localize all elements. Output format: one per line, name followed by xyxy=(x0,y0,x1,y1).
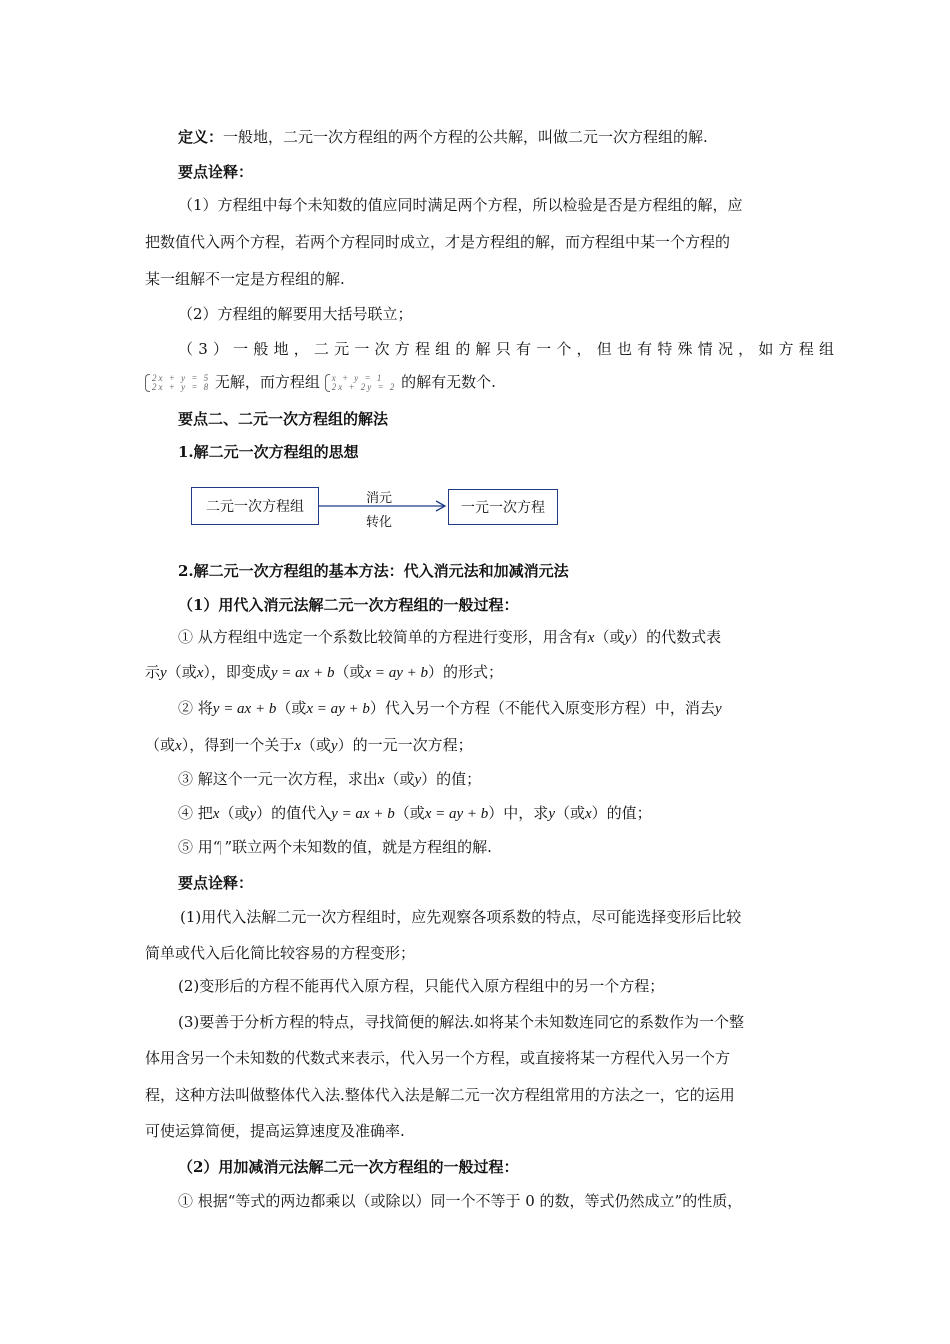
note-2: （2）方程组的解要用大括号联立； xyxy=(178,305,413,323)
step-5 xyxy=(178,837,492,857)
flow-label-top: 消元 xyxy=(366,491,393,506)
step-4-text-b: （或 xyxy=(219,804,250,822)
equation-system-2-row-1: x + y = 1 xyxy=(331,373,384,383)
notes-2-p3-line-3: 程，这种方法叫做整体代入法.整体代入法是解二元一次方程组常用的方法之一，它的运用 xyxy=(145,1086,735,1104)
notes-2-p2: (2)变形后的方程不能再代入原方程，只能代入原方程组中的另一个方程； xyxy=(178,977,665,995)
note-1-line-1: （1）方程组中每个未知数的值应同时满足两个方程，所以检验是否是方程组的解，应 xyxy=(178,196,743,214)
equation-system-1-row-1: 2x + y = 5 xyxy=(152,373,211,383)
flow-label-bottom: 转化 xyxy=(366,515,393,530)
var-x: x xyxy=(587,630,595,646)
notes-2-heading: 要点诠释： xyxy=(178,874,254,892)
var-x: x xyxy=(585,806,592,822)
step-1-text-b: （或 xyxy=(594,628,625,646)
step-3-text-a: ③ 解这个一元一次方程，求出 xyxy=(178,770,378,788)
step-4-text-e: ）中，求 xyxy=(488,804,549,822)
definition-line xyxy=(178,127,708,147)
equation-y: y = ax + b xyxy=(270,665,335,681)
notes-heading: 要点诠释： xyxy=(178,163,254,181)
section-2-heading: 要点二、二元一次方程组的解法 xyxy=(178,410,389,428)
step-2-text-e: ），得到一个关于 xyxy=(181,736,295,754)
notes-2-p3-line-1: (3)要善于分析方程的特点，寻找简便的解法.如将某个未知数连同它的系数作为一个整 xyxy=(178,1013,745,1031)
var-y: y xyxy=(548,806,555,822)
var-y: y xyxy=(330,738,338,754)
step-1-text-a: ① 从方程组中选定一个系数比较简单的方程进行变形，用含有 xyxy=(178,628,588,646)
var-x: x xyxy=(196,665,204,681)
step-2-text-d: （或 xyxy=(145,736,176,754)
var-x: x xyxy=(175,738,182,754)
notes-2-p3-line-2: 体用含另一个未知数的代数式来表示，代入另一个方程，或直接将某一方程代入另一个方 xyxy=(145,1049,731,1067)
equation-y: y = ax + b xyxy=(331,806,395,822)
section-2-sub-2-1: （1）用代入消元法解二元一次方程组的一般过程： xyxy=(178,596,519,614)
addition-step-1: ① 根据“等式的两边都乘以（或除以）同一个不等于 0 的数，等式仍然成立”的性质， xyxy=(178,1192,743,1210)
step-2-text-g: ）的一元一次方程； xyxy=(337,736,473,754)
step-2-line-1 xyxy=(178,698,722,719)
flow-box-to: 一元一次方程 xyxy=(448,489,558,525)
step-1-text-c: ）的代数式表 xyxy=(631,628,722,646)
step-4-text-c: ）的值代入 xyxy=(256,804,332,822)
step-3 xyxy=(178,769,481,790)
definition-label: 定义： xyxy=(178,128,224,146)
step-1-line-1 xyxy=(178,627,721,648)
step-3-text-b: （或 xyxy=(384,770,415,788)
var-y: y xyxy=(714,701,722,717)
step-2-text-a: ② 将 xyxy=(178,699,213,717)
var-y: y xyxy=(249,806,257,822)
step-5-text-a: ⑤ 用“ xyxy=(178,838,221,856)
var-x: x xyxy=(377,772,385,788)
step-4 xyxy=(178,803,652,824)
section-2-sub-1: 1.解二元一次方程组的思想 xyxy=(178,443,359,461)
var-y: y xyxy=(414,772,422,788)
step-4-text-g: ）的值； xyxy=(591,804,652,822)
step-1-text-h: ）的形式； xyxy=(428,663,504,681)
step-2-text-f: （或 xyxy=(300,736,331,754)
note-1-line-2: 把数值代入两个方程，若两个方程同时成立，才是方程组的解，而方程组中某一个方程的 xyxy=(145,233,731,251)
step-5-text-b: ”联立两个未知数的值，就是方程组的解. xyxy=(224,838,492,856)
equation-x: x = ay + b xyxy=(306,701,370,717)
definition-text: 一般地，二元一次方程组的两个方程的公共解，叫做二元一次方程组的解. xyxy=(223,128,708,146)
equation-y: y = ax + b xyxy=(212,701,277,717)
equation-x: x = ay + b xyxy=(364,665,429,681)
notes-2-p1-line-1: (1)用代入法解二元一次方程组时，应先观察各项系数的特点，尽可能选择变形后比较 xyxy=(180,908,742,926)
step-1-text-e: （或 xyxy=(166,663,197,681)
step-4-text-f: （或 xyxy=(554,804,585,822)
step-4-text-d: （或 xyxy=(394,804,425,822)
step-1-text-d: 示 xyxy=(145,663,161,681)
step-2-line-2 xyxy=(145,735,473,756)
equation-system-1-row-2: 2x + y = 8 xyxy=(152,382,211,392)
notes-2-p3-line-4: 可使运算简便，提高运算速度及准确率. xyxy=(145,1122,405,1140)
step-4-text-a: ④ 把 xyxy=(178,804,213,822)
equation-system-1 xyxy=(145,374,210,392)
notes-2-p1-line-2: 简单或代入后化简比较容易的方程变形； xyxy=(145,944,416,962)
var-y: y xyxy=(624,630,632,646)
equation-x: x = ay + b xyxy=(424,806,489,822)
note-3-line-1: （3）一般地，二元一次方程组的解只有一个，但也有特殊情况，如方程组 xyxy=(178,340,840,358)
var-y: y xyxy=(160,665,167,681)
equation-system-2-row-2: 2x + 2y = 2 xyxy=(331,382,397,392)
equation-system-2 xyxy=(325,374,397,392)
note-3-mid-text: 无解，而方程组 xyxy=(214,373,320,391)
note-3-end-text: 的解有无数个. xyxy=(401,373,496,391)
step-3-text-c: ）的值； xyxy=(421,770,482,788)
step-1-line-2 xyxy=(145,662,503,683)
section-2-sub-2: 2.解二元一次方程组的基本方法：代入消元法和加减消元法 xyxy=(178,562,569,580)
step-1-text-g: （或 xyxy=(334,663,365,681)
var-x: x xyxy=(212,806,220,822)
step-1-text-f: ），即变成 xyxy=(203,663,271,681)
note-1-line-3: 某一组解不一定是方程组的解. xyxy=(145,270,345,288)
note-3-line-2 xyxy=(145,372,496,392)
flow-box-from: 二元一次方程组 xyxy=(191,487,319,525)
step-2-text-c: ）代入另一个方程（不能代入原变形方程）中，消去 xyxy=(369,699,715,717)
step-2-text-b: （或 xyxy=(276,699,307,717)
var-x: x xyxy=(294,738,301,754)
section-2-sub-2-2: （2）用加减消元法解二元一次方程组的一般过程： xyxy=(178,1158,519,1176)
